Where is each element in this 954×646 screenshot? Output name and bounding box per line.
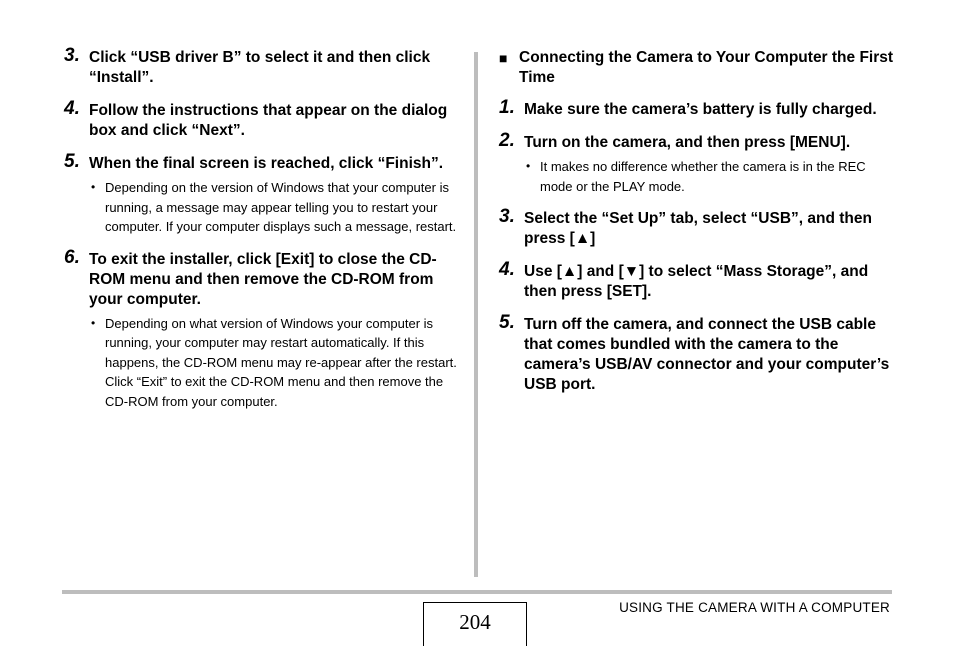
step-number: 3. [64, 45, 80, 66]
step-number: 6. [64, 246, 80, 268]
section-square-icon: ■ [499, 50, 508, 66]
page-number: 204 [423, 602, 527, 646]
right-column [499, 48, 899, 408]
section-heading [499, 48, 899, 88]
step-4 [499, 259, 899, 302]
step-number: 1. [499, 97, 515, 118]
footer-rule [62, 590, 892, 594]
left-column [64, 45, 464, 424]
note-item: • Depending on what version of Windows your computer is running, your computer may restart automatically. If this happens, the CD-ROM menu may re-appear after the restart. Click “Exit” to exit the CD-ROM menu and then remove the CD-ROM from your computer. [89, 314, 464, 412]
step-number: 3. [499, 206, 515, 227]
section-title: Connecting the Camera to Your Computer the First Time [519, 49, 894, 86]
step-text: Click “USB driver B” to select it and then click “Install”. [89, 49, 431, 86]
step-text: Turn on the camera, and then press [MENU]. [524, 134, 851, 151]
step-number: 2. [499, 130, 515, 151]
note-item: • Depending on the version of Windows that your computer is running, a message may appear telling you to restart your computer. If your computer displays such a message, restart. [89, 178, 464, 237]
step-2 [499, 130, 899, 196]
step-number: 5. [64, 151, 80, 172]
column-divider [474, 52, 478, 577]
step-text: Turn off the camera, and connect the USB cable that comes bundled with the camera to the camera’s USB/AV connector and your computer’s USB port. [524, 316, 890, 393]
step-5 [499, 312, 899, 395]
step-text: Select the “Set Up” tab, select “USB”, and then press [▲] [524, 210, 872, 247]
step-text: Follow the instructions that appear on the dialog box and click “Next”. [89, 102, 448, 139]
step-2 [64, 98, 464, 141]
step-number: 4. [64, 98, 80, 119]
step-number: 5. [499, 312, 515, 333]
footer-section-title: USING THE CAMERA WITH A COMPUTER [619, 600, 890, 615]
note-list [89, 314, 464, 412]
step-3 [499, 206, 899, 249]
step-text: Make sure the camera’s battery is fully charged. [524, 101, 877, 118]
step-text: Use [▲] and [▼] to select “Mass Storage”, and then press [SET]. [524, 263, 869, 300]
note-list [524, 157, 899, 196]
step-number: 4. [499, 259, 515, 280]
step-3 [64, 151, 464, 237]
note-list [89, 178, 464, 237]
step-1 [499, 97, 899, 120]
step-text: When the final screen is reached, click “Finish”. [89, 155, 444, 172]
step-4 [64, 246, 464, 412]
note-item: • It makes no difference whether the camera is in the REC mode or the PLAY mode. [524, 157, 899, 196]
step-text: To exit the installer, click [Exit] to close the CD-ROM menu and then remove the CD-ROM from your computer. [89, 250, 437, 308]
step-1 [64, 45, 464, 88]
